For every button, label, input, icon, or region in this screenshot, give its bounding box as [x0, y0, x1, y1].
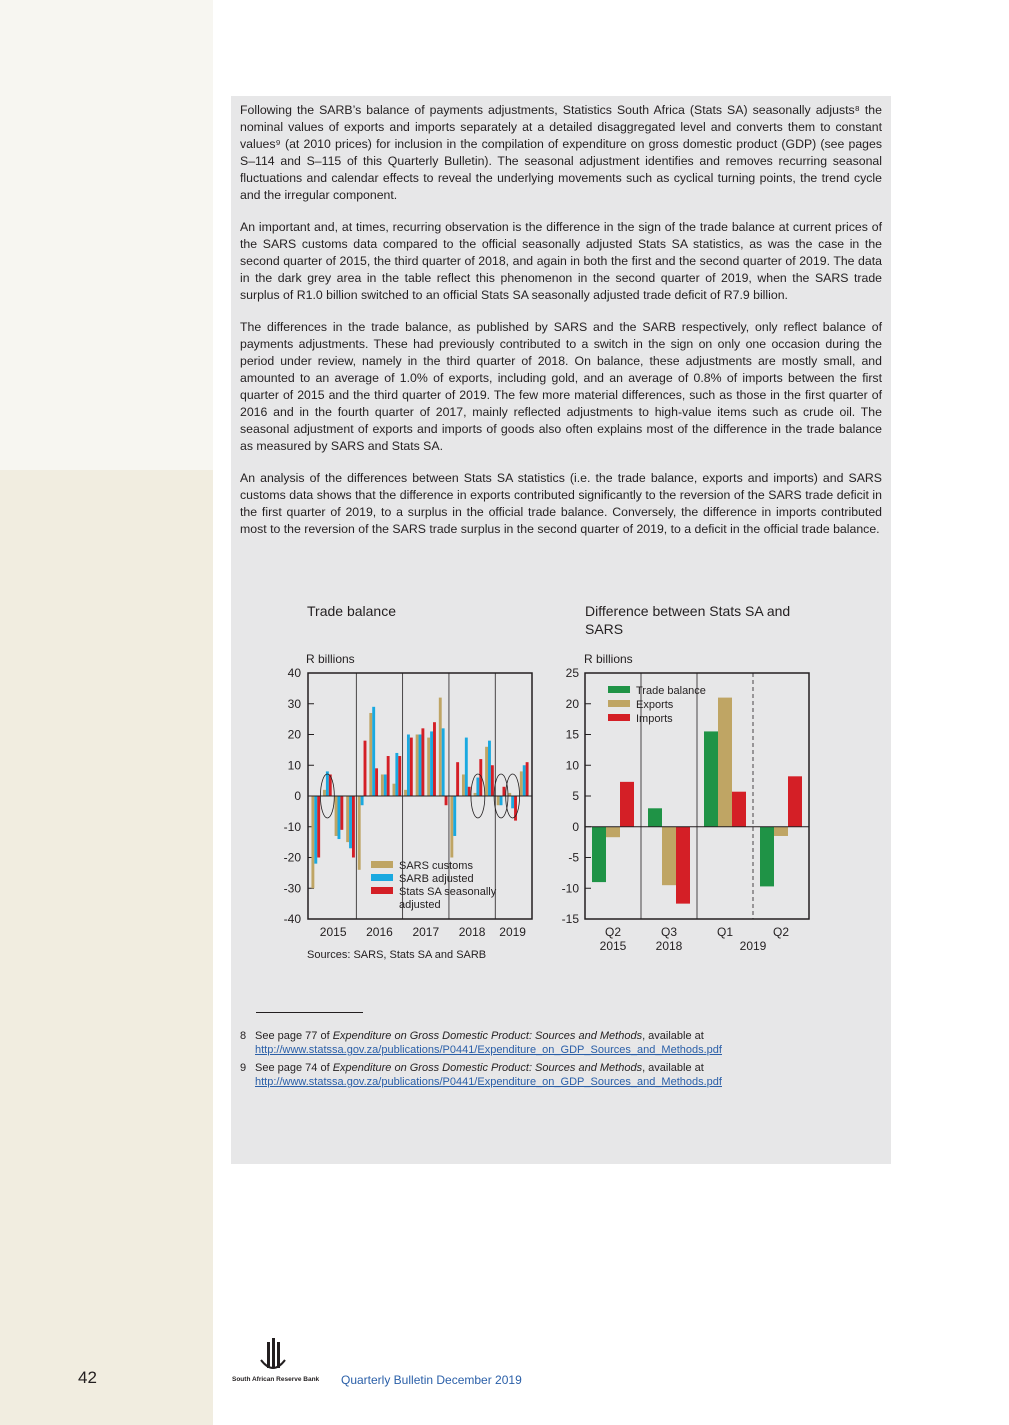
chart2-ylabel: R billions	[584, 652, 633, 666]
sarb-logo-icon	[258, 1336, 288, 1374]
chart1-bar	[393, 784, 396, 796]
chart1-bar	[349, 796, 352, 848]
chart2-xtick-label: Q1	[716, 925, 734, 939]
chart1-xtick-label: 2018	[458, 925, 486, 939]
chart2-ytick-label: 0	[572, 819, 579, 834]
chart1-bar	[442, 728, 445, 796]
chart1-bar	[476, 778, 479, 796]
chart1-bar	[395, 753, 398, 796]
chart1-bar	[421, 728, 424, 796]
chart2-bar	[774, 827, 788, 836]
chart1-bar	[407, 735, 410, 797]
chart1-bar	[358, 796, 361, 870]
chart1-legend-swatch	[371, 861, 393, 868]
chart2-ytick-label: -15	[561, 912, 579, 926]
footnote-title: Expenditure on Gross Domestic Product: Sources and Methods	[332, 1062, 643, 1074]
chart1-bar	[384, 774, 387, 796]
chart1-bar	[450, 796, 453, 858]
chart2-ytick-label: -5	[568, 850, 579, 865]
paragraph-1: Following the SARB’s balance of payments adjustments, Statistics South Africa (Stats SA) seasonally adjusts⁸ the nominal values of exports and imports separately at a detailed disaggregated level and converts them to constant values⁹ (at 2010 prices) for inclusion in the compilation of expenditure on gross domestic product (GDP) (see pages S–114 and S–115 of this Quarterly Bulletin). The seasonal adjustment identifies and removes recurring seasonal fluctuations and calendar effects to reveal the underlying movements such as cyclical turning points, the trend cycle and the irregular component.	[240, 103, 882, 202]
chart1-bar	[462, 774, 465, 796]
publication-title: Quarterly Bulletin December 2019	[341, 1373, 522, 1387]
footnote-number: 8	[240, 1030, 247, 1042]
footnotes	[240, 1029, 880, 1093]
chart1-bar	[416, 735, 419, 797]
chart2-ytick-label: 25	[565, 666, 579, 680]
chart1-bar	[404, 790, 407, 796]
chart1-bar	[430, 731, 433, 796]
chart1-bar	[335, 796, 338, 836]
chart2-ytick-label: 15	[565, 727, 579, 742]
chart2-xtick-label: Q2	[604, 925, 622, 939]
chart1-ytick-label: 20	[287, 727, 301, 742]
paragraph-2: An important and, at times, recurring observation is the difference in the sign of the trade balance at current prices of the SARS customs data compared to the official seasonally adjusted Stats SA statistics, as was the case in the second quarter of 2015, the third quarter of 2018, and again in both the first and the second quarter of 2019. The data in the dark grey area in the table reflect this phenomenon in the second quarter of 2019, when the SARS trade surplus of R1.0 billion switched to an official Stats SA seasonally adjusted trade deficit of R7.9 billion.	[240, 220, 882, 302]
footnote-prefix: See page 77 of	[255, 1030, 333, 1042]
chart-sources: Sources: SARS, Stats SA and SARB	[307, 949, 487, 961]
chart2-bar	[704, 731, 718, 826]
chart1-bar	[456, 762, 459, 796]
chart2-legend-swatch	[608, 714, 630, 721]
footnote-prefix: See page 74 of	[255, 1062, 333, 1074]
chart1-bar	[419, 735, 422, 797]
paragraph-4: An analysis of the differences between Stats SA statistics (i.e. the trade balance, exports and imports) and SARS customs data shows that the difference in exports contributed significantly to the reversion of the SARS trade deficit in the first quarter of 2019, to a surplus in the official trade balance. Conversely, the difference in imports contributed most to the reversion of the SARS trade surplus in the second quarter of 2019, to a deficit in the official trade balance.	[240, 471, 882, 536]
footnote-link[interactable]: http://www.statssa.gov.za/publications/P0441/Expenditure_on_GDP_Sources_and_Methods.pdf	[255, 1076, 722, 1088]
chart1-legend-swatch	[371, 887, 393, 894]
chart1-bar	[340, 796, 343, 830]
chart2-bar	[676, 827, 690, 904]
chart1-bar	[491, 765, 494, 796]
chart2-legend-label: Trade balance	[636, 685, 706, 697]
chart2-year-label: 2015	[599, 939, 627, 953]
chart2-bar	[606, 827, 620, 837]
chart1-bar	[346, 796, 349, 842]
chart1-bar	[317, 796, 320, 858]
chart1-legend-label: Stats SA seasonally adjusted	[399, 886, 497, 911]
chart1-legend-label: SARS customs	[399, 860, 473, 872]
chart1-ytick-label: 0	[294, 789, 301, 803]
chart1-bar	[364, 741, 367, 796]
chart1-bar	[323, 790, 326, 796]
chart1-bar	[497, 796, 500, 805]
chart1-bar	[427, 738, 430, 796]
footnote-number: 9	[240, 1062, 247, 1074]
chart1-bar	[314, 796, 317, 864]
chart2-bar	[760, 827, 774, 887]
chart2-legend-swatch	[608, 700, 630, 707]
chart1-bar	[372, 707, 375, 796]
chart1-bar	[445, 796, 448, 805]
chart2-legend-label: Exports	[636, 699, 674, 711]
chart1-title: Trade balance	[307, 603, 396, 619]
chart1-ytick-label: -20	[283, 850, 301, 865]
bank-name: South African Reserve Bank	[232, 1376, 320, 1383]
chart1-bar	[338, 796, 341, 839]
page-number: 42	[78, 1368, 97, 1387]
chart1-bar	[500, 796, 503, 805]
chart1-legend-label: SARB adjusted	[399, 873, 474, 885]
chart1-xtick-label: 2015	[319, 925, 347, 939]
chart2-bar	[732, 792, 746, 827]
chart1-ytick-label: -10	[283, 819, 301, 834]
chart1-bar	[311, 796, 314, 888]
chart2-ytick-label: 10	[565, 758, 579, 773]
chart2-bar	[788, 776, 802, 826]
chart1-bar	[387, 756, 390, 796]
chart1-ytick-label: -40	[283, 912, 301, 926]
chart1-ytick-label: 10	[287, 758, 301, 773]
chart1-xtick-label: 2016	[366, 925, 393, 939]
footnote-suffix: , available at	[642, 1030, 704, 1042]
chart2-ytick-label: 5	[572, 789, 579, 803]
chart1-bar	[433, 722, 436, 796]
chart1-xtick-label: 2019	[499, 925, 526, 939]
chart1-bar	[485, 747, 488, 796]
chart2-xtick-label: Q2	[772, 925, 790, 939]
chart2-title: Difference between Stats SA and SARS	[585, 603, 791, 637]
chart1-bar	[375, 768, 378, 796]
chart1-bar	[503, 787, 506, 796]
footnote-title: Expenditure on Gross Domestic Product: Sources and Methods	[332, 1030, 643, 1042]
chart1-bar	[398, 756, 401, 796]
chart1-bar	[488, 741, 491, 796]
chart1-bar	[523, 765, 526, 796]
chart2-bar	[620, 782, 634, 827]
chart2-ytick-label: -10	[561, 881, 579, 896]
chart2-bar	[662, 827, 676, 885]
chart1-bar	[526, 762, 529, 796]
chart2-bar	[592, 827, 606, 882]
footnote-9	[240, 1061, 880, 1089]
chart2-legend-swatch	[608, 686, 630, 693]
chart1-bar	[520, 771, 523, 796]
footnote-8	[240, 1029, 880, 1057]
footnote-rule	[256, 1012, 363, 1013]
chart1-bar	[511, 796, 514, 808]
chart1-bar	[361, 796, 364, 805]
chart1-legend-swatch	[371, 874, 393, 881]
chart2-legend-label: Imports	[636, 713, 673, 725]
footnote-suffix: , available at	[642, 1062, 704, 1074]
chart1-bar	[381, 774, 384, 796]
chart1-bar	[352, 796, 355, 858]
chart1-bar	[410, 738, 413, 796]
chart1-ytick-label: -30	[283, 881, 301, 896]
chart1-bar	[468, 787, 471, 796]
chart2-bar	[718, 698, 732, 827]
chart2-ytick-label: 20	[565, 696, 579, 711]
chart1-bar	[369, 713, 372, 796]
chart2-bar	[648, 808, 662, 826]
chart1-bar	[326, 771, 329, 796]
footnote-link[interactable]: http://www.statssa.gov.za/publications/P0441/Expenditure_on_GDP_Sources_and_Methods.pdf	[255, 1044, 722, 1056]
chart2-year-label: 2019	[739, 939, 767, 953]
chart1-ylabel: R billions	[306, 652, 355, 666]
chart1-bar	[465, 738, 468, 796]
paragraph-3: The differences in the trade balance, as published by SARS and the SARB respectively, only reflect balance of payments adjustments. These had previously contributed to a switch in the sign on only one occasion during the period under review, namely in the third quarter of 2018. On balance, these adjustments are mostly small, and amounted to an average of 1.0% of exports, including gold, and an average of 0.8% of imports between the first quarter of 2015 and the third quarter of 2019. The few more material differences, such as those in the first quarter of 2016 and in the fourth quarter of 2017, mainly reflected adjustments to high-value items such as crude oil. The seasonal adjustment of exports and imports of goods also often explains most of the difference in the trade balance as measured by SARS and Stats SA.	[240, 320, 882, 453]
chart1-bar	[439, 698, 442, 796]
chart1-bar	[453, 796, 456, 836]
chart2-xtick-label: Q3	[660, 925, 678, 939]
chart1-ytick-label: 30	[287, 696, 301, 711]
chart1-ytick-label: 40	[287, 666, 301, 680]
chart2-year-label: 2018	[655, 939, 683, 953]
chart1-xtick-label: 2017	[412, 925, 440, 939]
